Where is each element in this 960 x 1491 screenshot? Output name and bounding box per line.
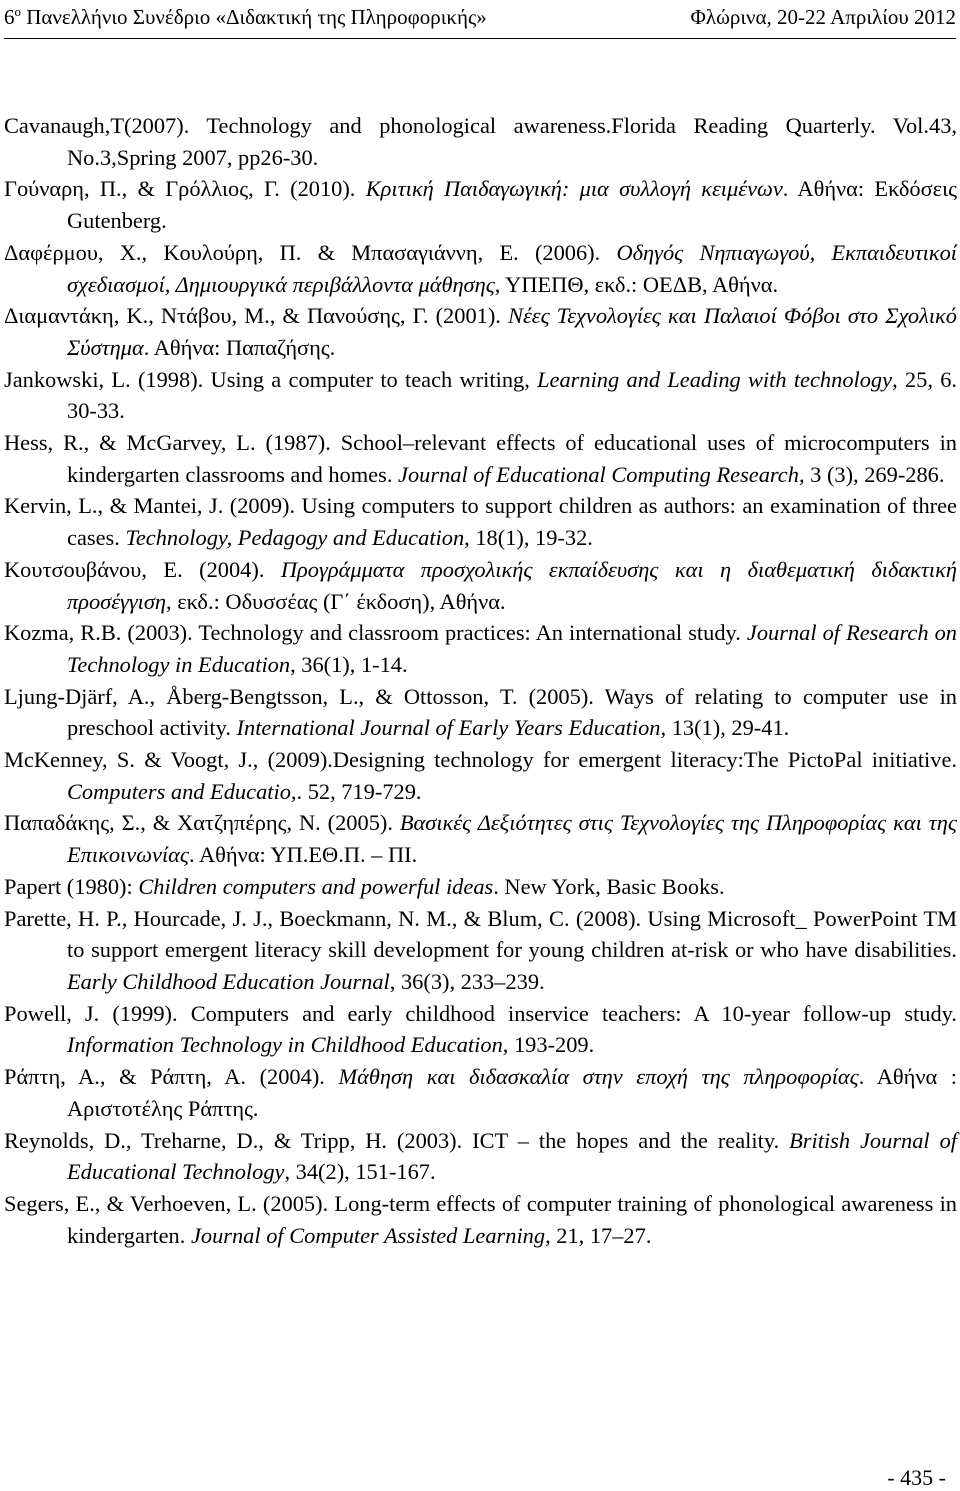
reference-text: Jankowski, L. (1998). Using a computer to teach writing, bbox=[4, 366, 538, 392]
reference-title-italic: International Journal of Early Years Education bbox=[236, 715, 661, 741]
reference-entry bbox=[4, 300, 957, 363]
reference-text: , 18(1), 19-32. bbox=[464, 525, 593, 551]
reference-title-italic: Journal of Educational Computing Research, bbox=[398, 461, 805, 487]
reference-title-italic: Μάθηση και διδασκαλία στην εποχή της πληροφορίας bbox=[338, 1064, 859, 1090]
reference-text: Ljung-Djärf, A., Åberg-Bengtsson, L., & Ottosson, T. (2005). Ways of relating to computer use in preschool activity. bbox=[4, 683, 957, 741]
reference-title-italic: Computers and Educatio, bbox=[67, 778, 297, 804]
reference-text: Γούναρη, Π., & Γρόλλιος, Γ. (2010). bbox=[4, 176, 366, 202]
page-header bbox=[4, 2, 956, 39]
reference-text: Δαφέρμου, Χ., Κουλούρη, Π. & Μπασαγιάννη, Ε. (2006). bbox=[4, 239, 617, 265]
edition-superscript: ο bbox=[14, 4, 21, 19]
reference-text: , εκδ.: Οδυσσέας (Γ΄ έκδοση), Αθήνα. bbox=[166, 588, 506, 614]
conference-title bbox=[4, 2, 487, 38]
reference-list bbox=[4, 110, 957, 1251]
reference-entry bbox=[4, 1188, 957, 1251]
reference-entry bbox=[4, 871, 957, 903]
reference-entry bbox=[4, 110, 957, 173]
conference-name: Πανελλήνιο Συνέδριο «Διδακτική της Πληροφορικής» bbox=[21, 5, 487, 29]
reference-entry bbox=[4, 903, 957, 998]
reference-entry bbox=[4, 554, 957, 617]
reference-entry bbox=[4, 681, 957, 744]
reference-entry bbox=[4, 1125, 957, 1188]
reference-text: , 36(1), 1-14. bbox=[290, 651, 408, 677]
reference-entry bbox=[4, 1061, 957, 1124]
reference-text: Cavanaugh,T(2007). Technology and phonological awareness.Florida Reading Quarterly. Vol.43, No.3,Spring 2007, pp26-30. bbox=[4, 113, 957, 170]
reference-title-italic: Οδηγός Νηπιαγωγού, Εκπαιδευτικοί σχεδιασμοί, Δημιουργικά περιβάλλοντα μάθησης bbox=[67, 239, 957, 297]
reference-text: Ράπτη, Α., & Ράπτη, Α. (2004). bbox=[4, 1064, 339, 1090]
reference-text: Kozma, R.B. (2003). Technology and classroom practices: An international study. bbox=[4, 620, 747, 646]
reference-title-italic: Journal of Computer Assisted Learning bbox=[190, 1222, 546, 1248]
reference-text: Powell, J. (1999). Computers and early childhood inservice teachers: A 10-year follow-up study. bbox=[4, 1000, 957, 1026]
reference-entry bbox=[4, 998, 957, 1061]
reference-text: Papert (1980): bbox=[4, 873, 139, 899]
reference-entry bbox=[4, 237, 957, 300]
reference-text: . 52, 719-729. bbox=[296, 778, 422, 804]
reference-entry bbox=[4, 490, 957, 553]
reference-text: , 34(2), 151-167. bbox=[284, 1159, 436, 1185]
reference-text: Kervin, L., & Mantei, J. (2009). Using computers to support children as authors: an examination of three cases. bbox=[4, 493, 957, 551]
reference-title-italic: Νέες Τεχνολογίες και Παλαιοί Φόβοι στο Σχολικό Σύστημα bbox=[67, 303, 957, 360]
reference-text: McKenney, S. & Voogt, J., (2009).Designing technology for emergent literacy:The PictoPal initiative. bbox=[4, 747, 957, 773]
reference-text: Διαμαντάκη, Κ., Ντάβου, Μ., & Πανούσης, Γ. (2001). bbox=[4, 303, 509, 329]
page-number: - 435 - bbox=[887, 1465, 946, 1490]
reference-text: , ΥΠΕΠΘ, εκδ.: ΟΕΔΒ, Αθήνα. bbox=[494, 271, 779, 297]
reference-title-italic: Technology, Pedagogy and Education bbox=[125, 525, 465, 551]
reference-title-italic: Κριτική Παιδαγωγική: μια συλλογή κειμένων bbox=[365, 176, 783, 202]
conference-location-date: Φλώρινα, 20-22 Απριλίου 2012 bbox=[690, 5, 956, 29]
reference-text: Segers, E., & Verhoeven, L. (2005). Long-term effects of computer training of phonological awareness in kindergarten. bbox=[4, 1190, 957, 1248]
reference-text: , 193-209. bbox=[502, 1032, 595, 1058]
reference-text: Κουτσουβάνου, Ε. (2004). bbox=[4, 556, 281, 582]
reference-title-italic: Βασικές Δεξιότητες στις Τεχνολογίες της Πληροφορίας και της Επικοινωνίας bbox=[67, 810, 958, 868]
reference-text: . Αθήνα: Εκδόσεις Gutenberg. bbox=[67, 176, 957, 234]
reference-entry bbox=[4, 744, 957, 807]
reference-text: . New York, Basic Books. bbox=[493, 873, 725, 899]
reference-title-italic: British Journal of Educational Technology bbox=[67, 1127, 957, 1185]
reference-title-italic: Early Childhood Education Journal bbox=[67, 968, 390, 994]
reference-entry bbox=[4, 807, 957, 870]
reference-text: . Αθήνα : Αριστοτέλης Ράπτης. bbox=[67, 1064, 957, 1121]
reference-text: Reynolds, D., Treharne, D., & Tripp, H. (2003). ICT – the hopes and the reality. bbox=[4, 1127, 790, 1153]
reference-text: Parette, H. P., Hourcade, J. J., Boeckmann, N. M., & Blum, C. (2008). Using Microsoft_ PowerPoint TM to support emergent literacy skill development for young children at-risk or who have disabilities. bbox=[4, 905, 957, 963]
reference-title-italic: Journal of Research on Technology in Education bbox=[67, 620, 957, 677]
reference-entry bbox=[4, 427, 957, 490]
reference-text: , 25, 6. 30-33. bbox=[67, 366, 957, 424]
reference-text: Hess, R., & McGarvey, L. (1987). School–relevant effects of educational uses of microcomputers in kindergarten classrooms and homes. bbox=[4, 430, 957, 487]
reference-text: . Αθήνα: ΥΠ.ΕΘ.Π. – ΠΙ. bbox=[189, 842, 418, 868]
reference-entry bbox=[4, 364, 957, 427]
reference-text: , 13(1), 29-41. bbox=[660, 715, 790, 741]
reference-text: . Αθήνα: Παπαζήσης. bbox=[143, 334, 336, 360]
reference-title-italic: Children computers and powerful ideas bbox=[138, 873, 494, 899]
reference-title-italic: Προγράμματα προσχολικής εκπαίδευσης και η διαθεματική διδακτική προσέγγιση bbox=[67, 556, 957, 614]
reference-entry bbox=[4, 173, 957, 236]
reference-title-italic: Learning and Leading with technology bbox=[537, 366, 893, 392]
reference-entry bbox=[4, 617, 957, 680]
edition-number: 6 bbox=[4, 5, 15, 29]
reference-text: 3 (3), 269-286. bbox=[804, 461, 945, 487]
reference-text: Παπαδάκης, Σ., & Χατζηπέρης, Ν. (2005). bbox=[4, 810, 400, 836]
reference-text: , 21, 17–27. bbox=[545, 1222, 652, 1248]
reference-text: , 36(3), 233–239. bbox=[389, 968, 545, 994]
reference-title-italic: Information Technology in Childhood Education bbox=[67, 1032, 503, 1058]
